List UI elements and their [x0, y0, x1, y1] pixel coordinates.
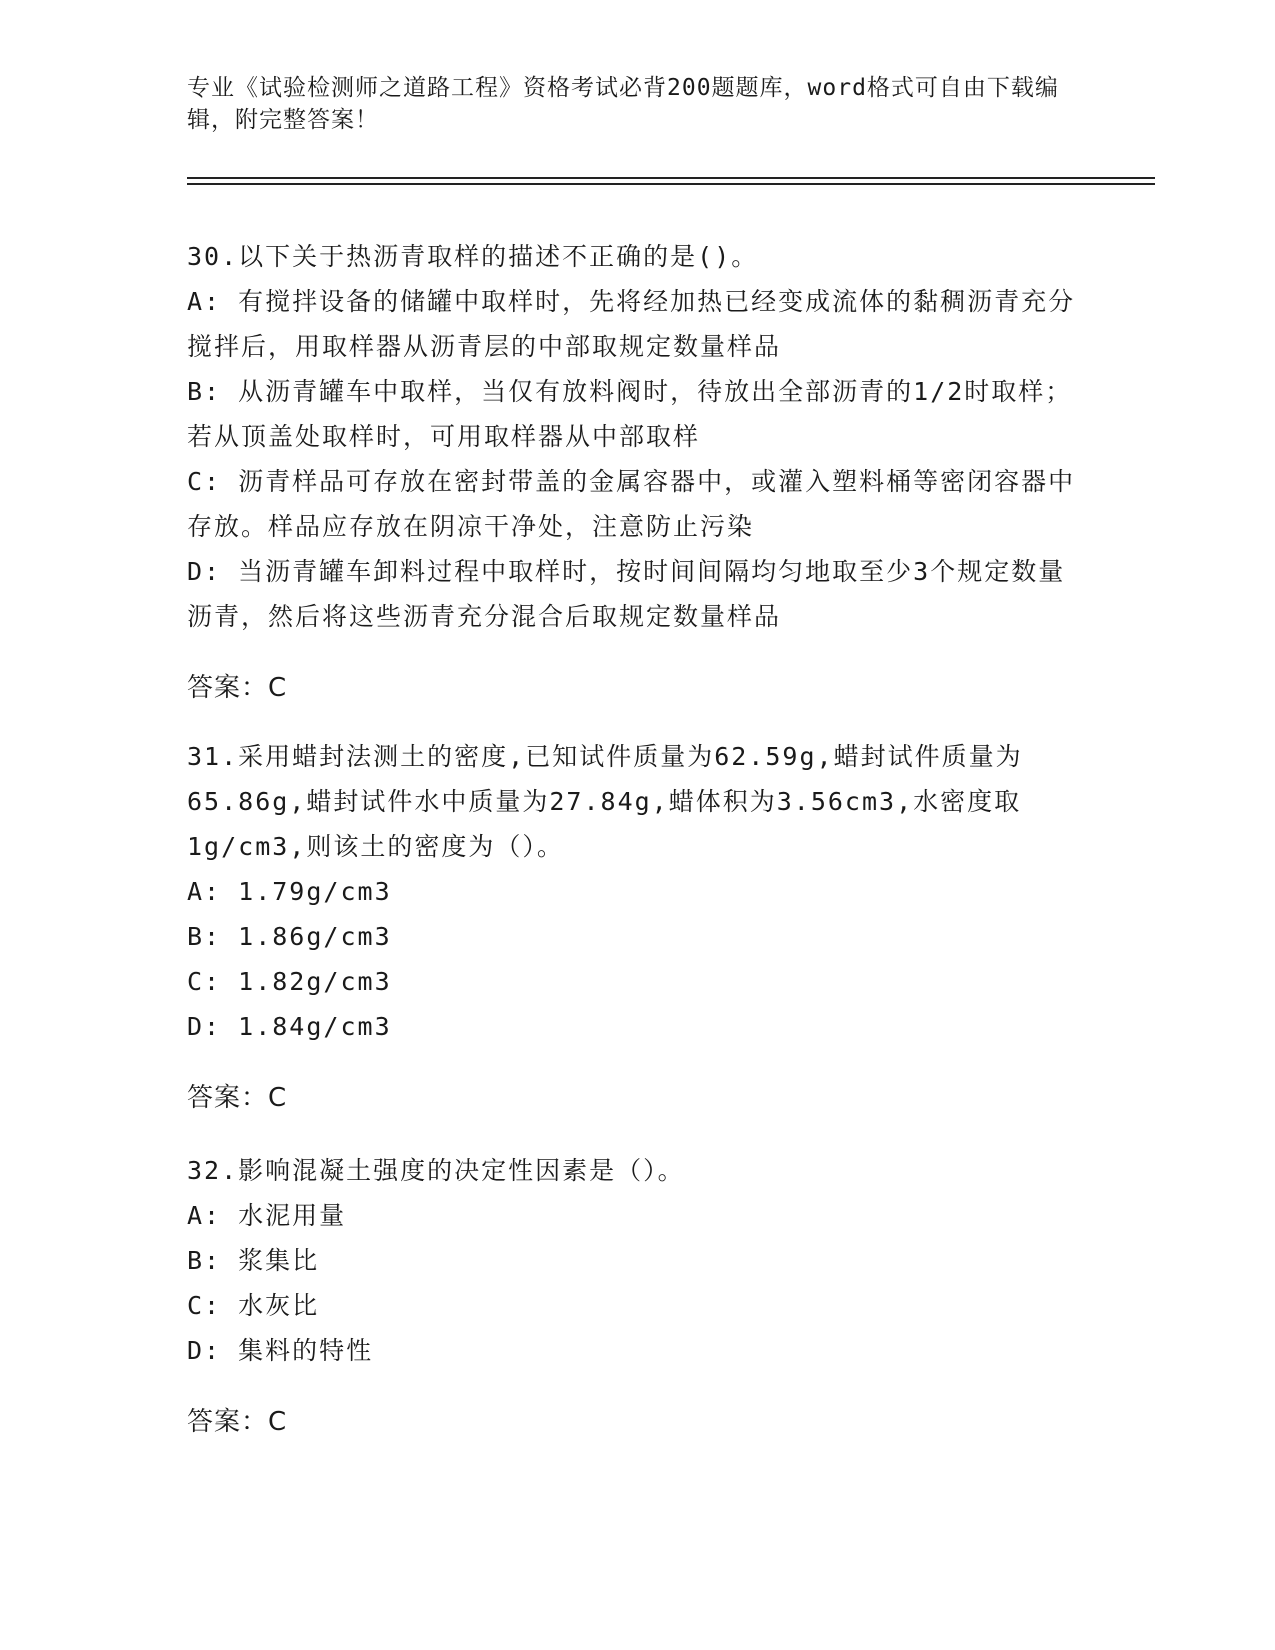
option-b: B: 从沥青罐车中取样，当仅有放料阀时，待放出全部沥青的1/2时取样；若从顶盖处取样时，可用取样器从中部取样 [187, 377, 1073, 451]
option-b: B: 1.86g/cm3 [187, 922, 392, 951]
option-b: B: 浆集比 [187, 1246, 320, 1275]
answer: 答案：C [187, 1083, 288, 1113]
option-c: C: 沥青样品可存放在密封带盖的金属容器中，或灌入塑料桶等密闭容器中存放。样品应存放在阴凉干净处，注意防止污染 [187, 467, 1076, 541]
question-stem: 32.影响混凝土强度的决定性因素是（）。 [187, 1156, 685, 1185]
header-divider-bottom [187, 183, 1155, 185]
option-d: D: 当沥青罐车卸料过程中取样时，按时间间隔均匀地取至少3个规定数量沥青，然后将这些沥青充分混合后取规定数量样品 [187, 557, 1066, 631]
option-d: D: 集料的特性 [187, 1336, 374, 1365]
answer: 答案：C [187, 673, 288, 703]
answer: 答案：C [187, 1407, 288, 1437]
question-stem: 31.采用蜡封法测土的密度,已知试件质量为62.59g,蜡封试件质量为65.86g,蜡封试件水中质量为27.84g,蜡体积为3.56cm3,水密度取1g/cm3,则该土的密度为（）。 [187, 742, 1023, 861]
option-c: C: 1.82g/cm3 [187, 967, 392, 996]
question-30 [187, 234, 1077, 737]
option-a: A: 有搅拌设备的储罐中取样时，先将经加热已经变成流体的黏稠沥青充分搅拌后，用取样器从沥青层的中部取规定数量样品 [187, 287, 1076, 361]
option-c: C: 水灰比 [187, 1291, 320, 1320]
option-a: A: 1.79g/cm3 [187, 877, 392, 906]
header-divider-top [187, 177, 1155, 179]
question-stem: 30.以下关于热沥青取样的描述不正确的是()。 [187, 242, 759, 271]
option-d: D: 1.84g/cm3 [187, 1012, 392, 1041]
document-header: 专业《试验检测师之道路工程》资格考试必背200题题库，word格式可自由下载编辑，附完整答案！ [187, 75, 1059, 133]
question-32 [187, 1148, 1077, 1471]
question-31 [187, 734, 1077, 1147]
option-a: A: 水泥用量 [187, 1201, 347, 1230]
